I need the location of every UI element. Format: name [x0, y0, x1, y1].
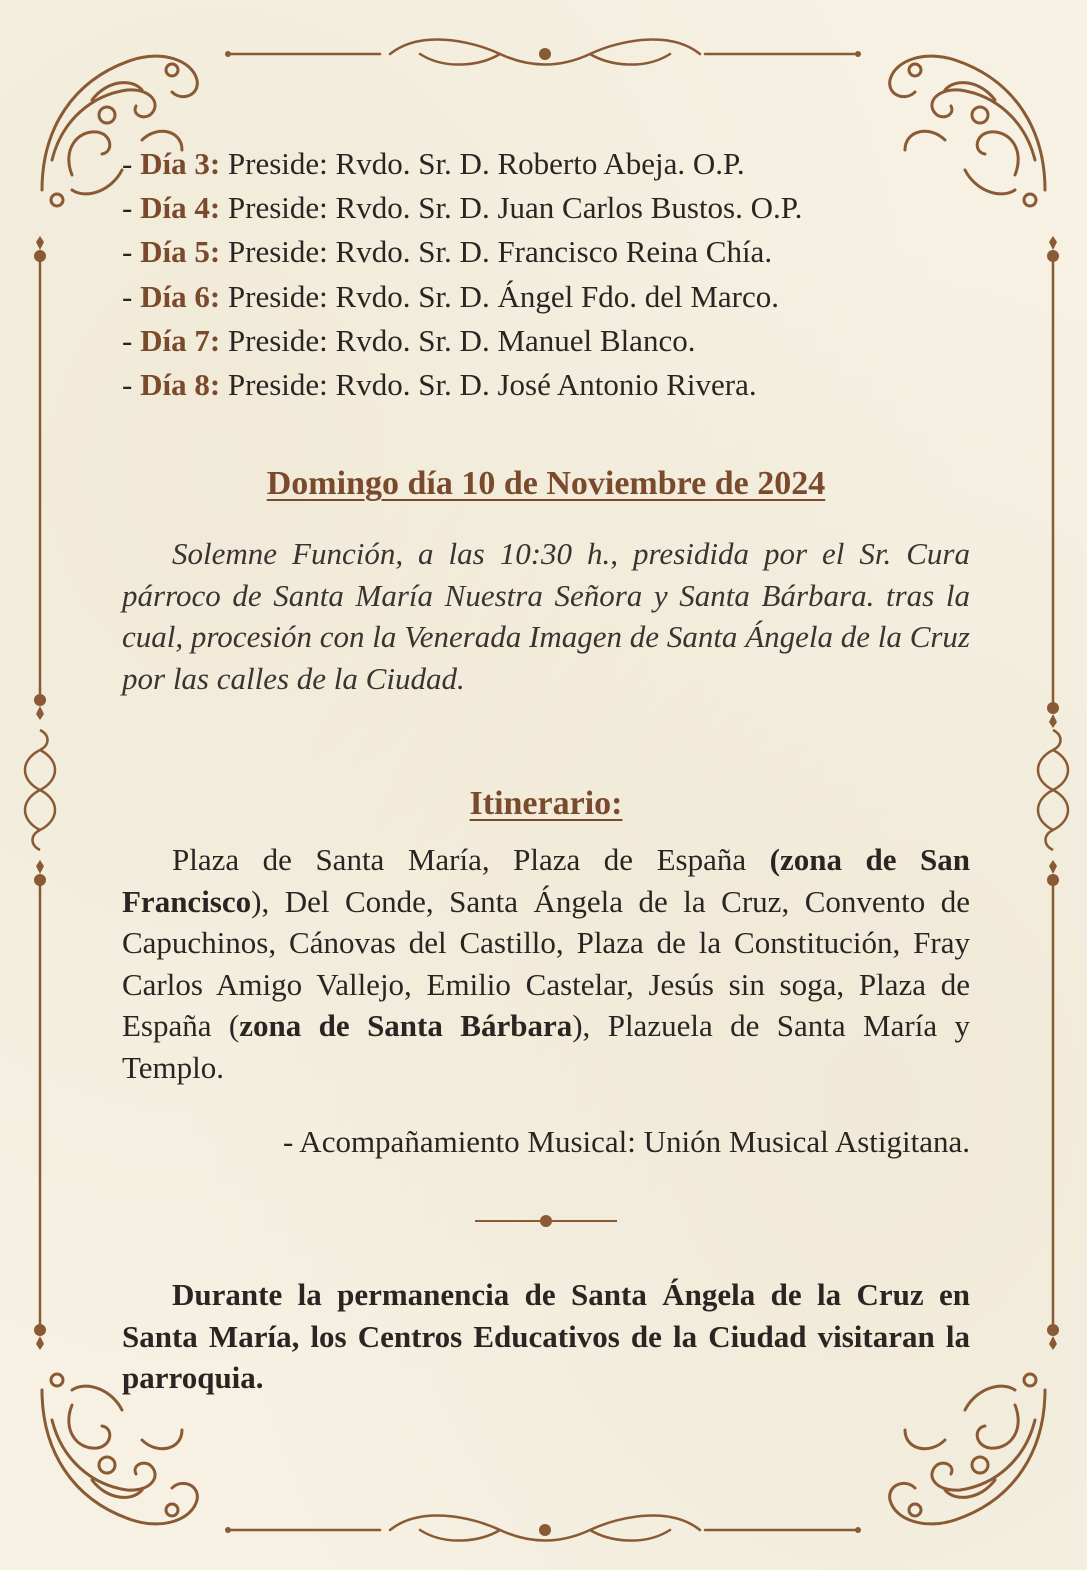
- list-item: - Día 8: Preside: Rvdo. Sr. D. José Antonio Rivera.: [122, 367, 757, 403]
- route-bold-1: (zona de San Francisco: [122, 842, 970, 919]
- itinerary-paragraph: [122, 839, 970, 1088]
- preside-text: Preside: Rvdo. Sr. D. Juan Carlos Bustos. O.P.: [227, 190, 803, 226]
- day-label: Día 7:: [140, 322, 221, 358]
- preside-text: Preside: Rvdo. Sr. D. Francisco Reina Chía.: [227, 234, 773, 270]
- closing-notice: Durante la permanencia de Santa Ángela de la Cruz en Santa María, los Centros Educativos de la Ciudad visitaran la parroquia.: [122, 1277, 970, 1396]
- list-item: - Día 5: Preside: Rvdo. Sr. D. Francisco Reina Chía.: [122, 234, 773, 270]
- list-item: - Día 6: Preside: Rvdo. Sr. D. Ángel Fdo. del Marco.: [122, 278, 779, 314]
- preside-text: Preside: Rvdo. Sr. D. Roberto Abeja. O.P.: [227, 146, 745, 181]
- solemne-funcion-paragraph: Solemne Función, a las 10:30 h., presidida por el Sr. Cura párroco de Santa María Nuestra Señora y Santa Bárbara. tras la cual, procesión con la Venerada Imagen de Santa Ángela de la Cruz por las calles de la Ciudad.: [122, 536, 970, 696]
- day-label: Día 8:: [140, 367, 221, 403]
- list-item: - Día 7: Preside: Rvdo. Sr. D. Manuel Blanco.: [122, 322, 696, 358]
- route-text-2: ), Del Conde, Santa Ángela de la Cruz, Convento de Capuchinos, Cánovas del Castillo, Plaza de la Constitución, Fray Carlos Amigo Vallejo, Emilio Castelar, Jesús sin soga, Plaza de España (: [122, 883, 970, 1044]
- route-bold-2: zona de Santa Bárbara: [239, 1008, 573, 1044]
- preside-text: Preside: Rvdo. Sr. D. Ángel Fdo. del Marco.: [227, 278, 779, 314]
- preside-text: Preside: Rvdo. Sr. D. José Antonio Rivera.: [227, 367, 757, 403]
- preside-text: Preside: Rvdo. Sr. D. Manuel Blanco.: [227, 322, 696, 358]
- list-item: - Día 3: Preside: Rvdo. Sr. D. Roberto Abeja. O.P.: [122, 146, 745, 181]
- divider-ornament: [471, 1214, 621, 1228]
- route-text-3: ), Plazuela de Santa María y Templo.: [122, 1008, 970, 1085]
- musical-accompaniment: - Acompañamiento Musical: Unión Musical Astigitana.: [282, 1124, 970, 1160]
- sunday-heading: Domingo día 10 de Noviembre de 2024: [266, 465, 826, 503]
- itinerario-heading: Itinerario:: [469, 785, 623, 823]
- document-body: [122, 142, 970, 1399]
- route-text-1: Plaza de Santa María, Plaza de España: [172, 842, 770, 878]
- preside-list: [122, 142, 970, 407]
- day-label: Día 3:: [140, 146, 221, 181]
- day-label: Día 6:: [140, 278, 221, 314]
- list-item: - Día 4: Preside: Rvdo. Sr. D. Juan Carlos Bustos. O.P.: [122, 190, 803, 226]
- day-label: Día 4:: [140, 190, 221, 226]
- day-label: Día 5:: [140, 234, 221, 270]
